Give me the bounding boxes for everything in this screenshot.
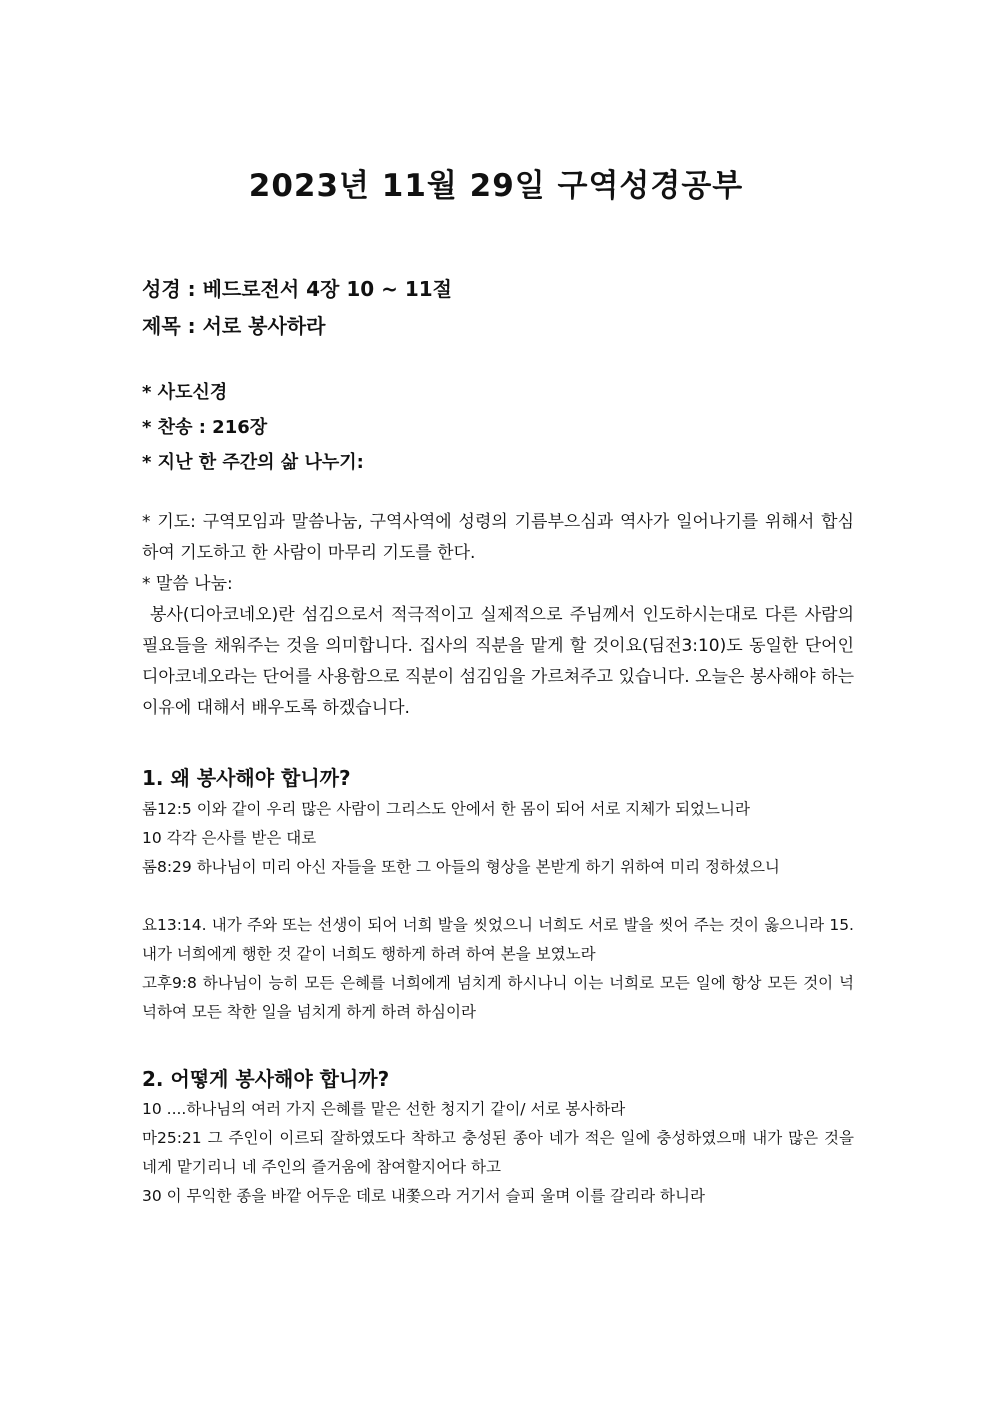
scripture-reference: 성경 : 베드로전서 4장 10 ~ 11절: [142, 277, 452, 301]
section-1-verse: 요13:14. 내가 주와 또는 선생이 되어 너희 발을 씻었으니 너희도 서로 발을 씻어 주는 것이 옳으니라 15. 내가 너희에게 행한 것 같이 너희도 행하게 하려 하여 본을 보였노라: [142, 916, 854, 963]
section-2-heading: 2. 어떻게 봉사해야 합니까?: [142, 1067, 390, 1091]
document-title: 2023년 11월 29일 구역성경공부: [248, 168, 744, 204]
section-2-verse: 10 ....하나님의 여러 가지 은혜를 맡은 선한 청지기 같이/ 서로 봉사하라: [142, 1100, 626, 1118]
sharing-paragraph: 봉사(디아코네오)란 섬김으로서 적극적이고 실제적으로 주님께서 인도하시는대로 다른 사람의 필요들을 채워주는 것을 의미합니다. 집사의 직분을 맡게 할 것이요(딤전3:10)도 동일한 단어인 디아코네오라는 단어를 사용함으로 직분이 섬김임을 가르쳐주고 있습니다. 오늘은 봉사해야 하는 이유에 대해서 배우도록 하겠습니다.: [142, 605, 854, 718]
section-1-heading: 1. 왜 봉사해야 합니까?: [142, 766, 351, 790]
order-item-creed: * 사도신경: [142, 382, 228, 403]
sharing-label: * 말씀 나눔:: [142, 574, 233, 594]
section-2-verse: 30 이 무익한 종을 바깥 어두운 데로 내쫓으라 거기서 슬피 울며 이를 갈리라 하니라: [142, 1187, 705, 1205]
lesson-subject: 제목 : 서로 봉사하라: [142, 314, 326, 338]
prayer-paragraph: * 기도: 구역모임과 말씀나눔, 구역사역에 성령의 기름부으심과 역사가 일어나기를 위해서 합심하여 기도하고 한 사람이 마무리 기도를 한다.: [142, 512, 854, 563]
section-1-verse: 10 각각 은사를 받은 대로: [142, 829, 317, 847]
section-2-verse: 마25:21 그 주인이 이르되 잘하였도다 착하고 충성된 종아 네가 적은 일에 충성하였으매 내가 많은 것을 네게 맡기리니 네 주인의 즐거움에 참여할지어다 하고: [142, 1129, 854, 1176]
order-item-sharing-life: * 지난 한 주간의 삶 나누기:: [142, 452, 364, 473]
section-1-verse: 롬12:5 이와 같이 우리 많은 사람이 그리스도 안에서 한 몸이 되어 서로 지체가 되었느니라: [142, 800, 750, 818]
section-1-verse: 고후9:8 하나님이 능히 모든 은혜를 너희에게 넘치게 하시나니 이는 너희로 모든 일에 항상 모든 것이 넉넉하여 모든 착한 일을 넘치게 하게 하려 하심이라: [142, 974, 854, 1021]
section-1-verse: 롬8:29 하나님이 미리 아신 자들을 또한 그 아들의 형상을 본받게 하기 위하여 미리 정하셨으니: [142, 858, 780, 876]
order-item-hymn: * 찬송 : 216장: [142, 417, 268, 438]
